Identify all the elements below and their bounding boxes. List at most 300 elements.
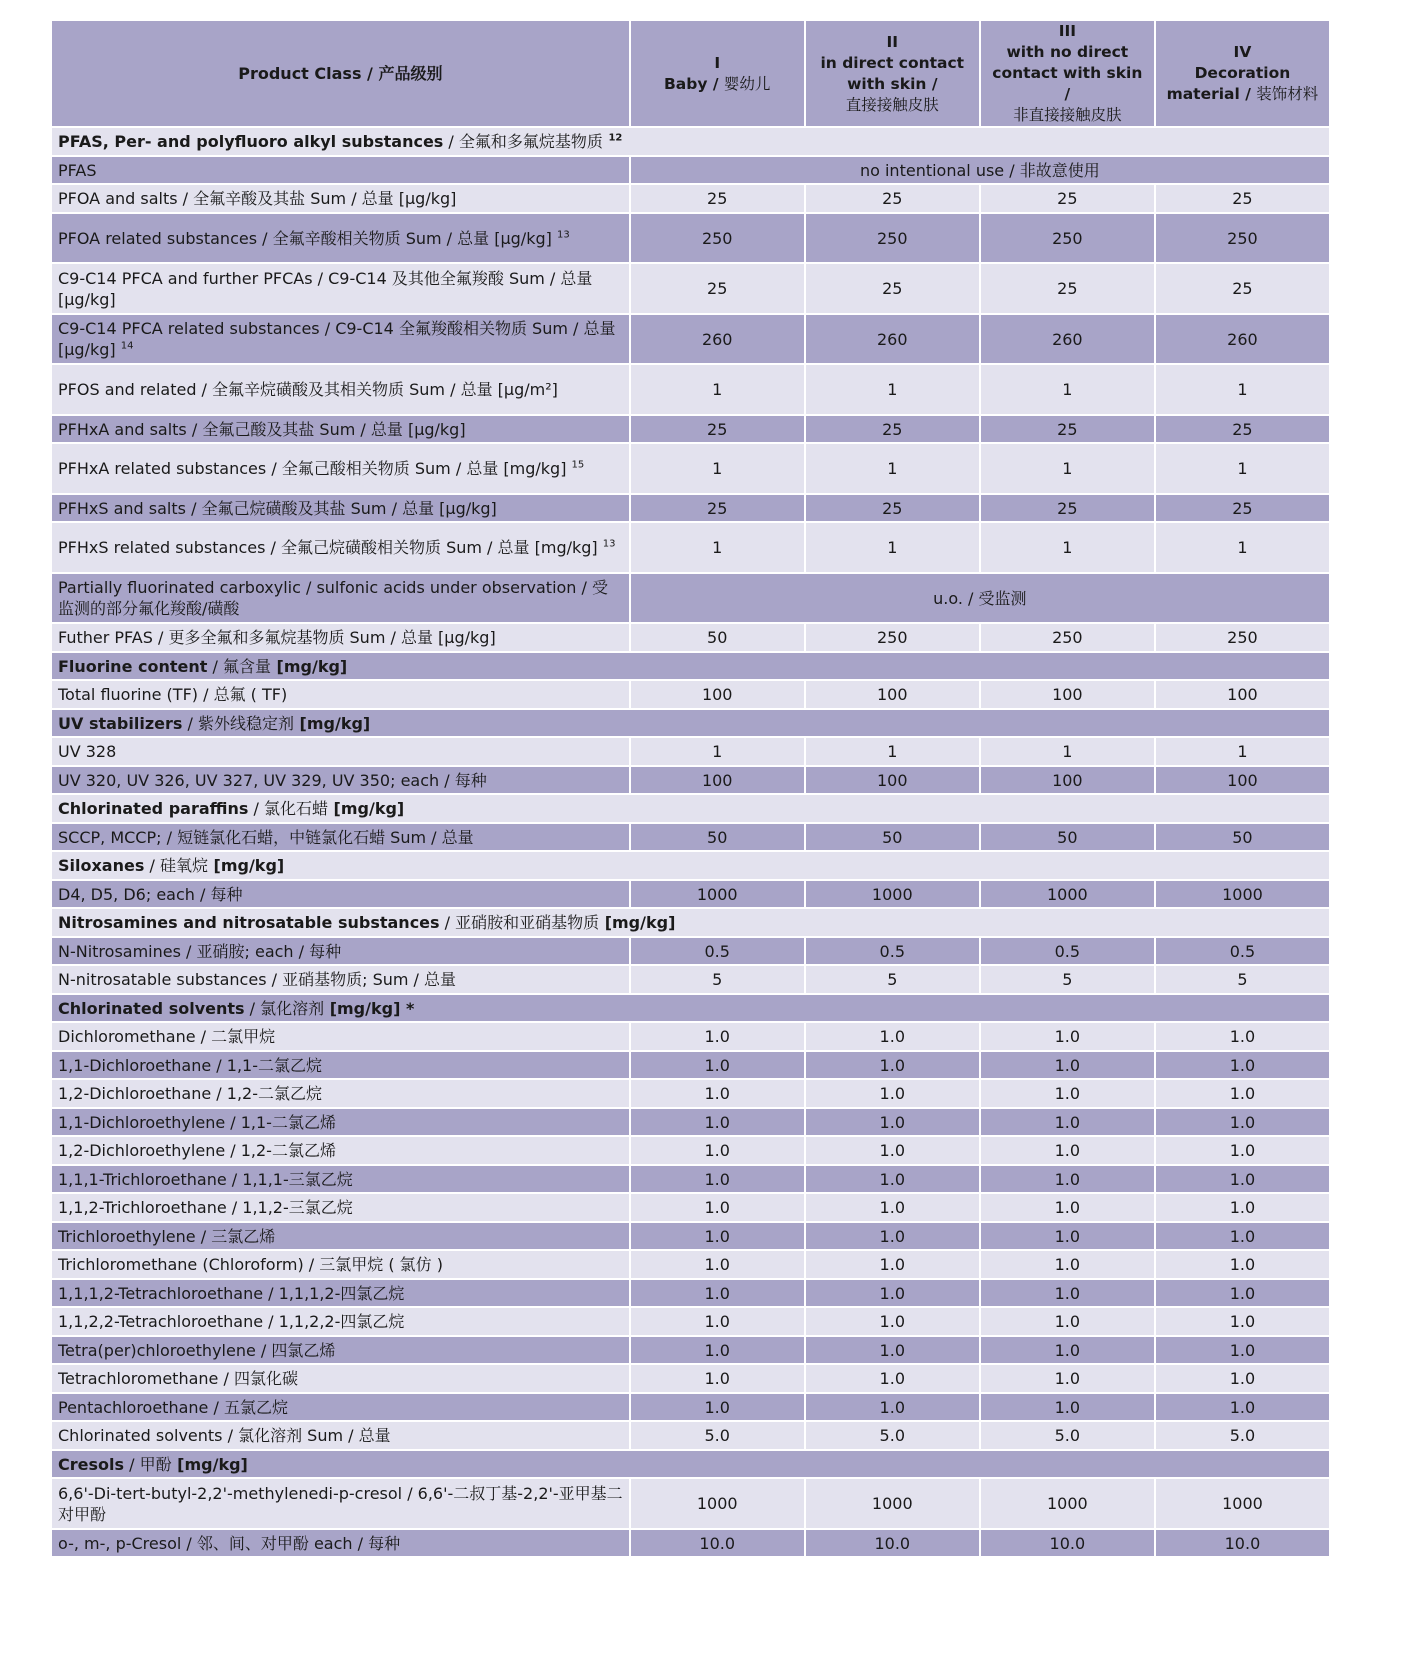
- header-label-zh: 非直接接触皮肤: [1013, 106, 1122, 124]
- header-label-en: Decoration material /: [1166, 64, 1291, 103]
- section-label: UV stabilizers: [58, 713, 183, 733]
- substance-label: 6,6'-Di-tert-butyl-2,2'-methylenedi-p-cresol / 6,6'-二叔丁基-2,2'-亚甲基二对甲酚: [58, 1483, 623, 1524]
- limit-value-class-i: 1: [630, 522, 805, 573]
- limit-value-class-iii: 5: [980, 965, 1155, 994]
- substance-label: PFOA related substances / 全氟辛酸相关物质 Sum / 总量 [µg/kg]: [58, 228, 552, 248]
- substance-label: Dichloromethane / 二氯甲烷: [58, 1027, 276, 1046]
- substance-cell: [51, 1051, 630, 1079]
- limit-value-class-i: 5: [630, 965, 805, 994]
- substance-label: 1,1,1-Trichloroethane / 1,1,1-三氯乙烷: [58, 1169, 353, 1189]
- header-roman: III: [1058, 22, 1076, 40]
- limit-value-class-i: 1.0: [630, 1108, 805, 1136]
- section-label: Cresols: [58, 1454, 125, 1474]
- substance-label: PFHxA and salts / 全氟己酸及其盐 Sum / 总量 [µg/kg]: [58, 419, 466, 439]
- header-class-iv: [1155, 20, 1330, 127]
- table-row: [51, 965, 1330, 994]
- substance-label: N-Nitrosamines / 亚硝胺; each / 每种: [58, 941, 342, 961]
- substance-cell: [51, 1250, 630, 1279]
- limit-value-class-i: 10.0: [630, 1529, 805, 1557]
- limit-value-class-ii: 1.0: [805, 1364, 980, 1393]
- table-row: [51, 1051, 1330, 1079]
- section-row: [51, 1450, 1330, 1478]
- limit-value-class-iv: 100: [1155, 766, 1330, 794]
- limit-value-class-ii: 0.5: [805, 937, 980, 965]
- substance-label: UV 328: [58, 742, 117, 761]
- limit-value-class-iii: 1.0: [980, 1165, 1155, 1193]
- limit-value-class-i: 1: [630, 364, 805, 415]
- table-row: [51, 1478, 1330, 1529]
- table-row: [51, 766, 1330, 794]
- footnote-ref: 12: [608, 132, 623, 144]
- substance-cell: [51, 364, 630, 415]
- table-row: [51, 737, 1330, 766]
- limit-value-class-ii: 1.0: [805, 1393, 980, 1421]
- limit-value-class-iv: 1.0: [1155, 1336, 1330, 1364]
- limit-value-class-i: 1.0: [630, 1051, 805, 1079]
- merged-limit-value: no intentional use / 非故意使用: [630, 156, 1330, 184]
- table-row: [51, 1108, 1330, 1136]
- limit-value-class-iii: 1.0: [980, 1222, 1155, 1250]
- substance-label: UV 320, UV 326, UV 327, UV 329, UV 350; each / 每种: [58, 770, 487, 790]
- substance-cell: [51, 1307, 630, 1336]
- limit-value-class-i: 100: [630, 680, 805, 709]
- limit-value-class-ii: 1.0: [805, 1165, 980, 1193]
- header-class-ii: [805, 20, 980, 127]
- substance-label: o-, m-, p-Cresol / 邻、间、对甲酚 each / 每种: [58, 1533, 401, 1553]
- table-row: [51, 494, 1330, 522]
- section-title: [51, 709, 1330, 737]
- limit-value-class-iv: 1.0: [1155, 1307, 1330, 1336]
- section-unit: [mg/kg]: [171, 1454, 248, 1474]
- limit-value-class-ii: 1: [805, 737, 980, 766]
- substance-cell: [51, 937, 630, 965]
- section-title: [51, 1450, 1330, 1478]
- section-title: [51, 851, 1330, 880]
- section-row: [51, 652, 1330, 680]
- limit-value-class-iv: 1.0: [1155, 1108, 1330, 1136]
- substance-cell: [51, 965, 630, 994]
- table-row: [51, 1421, 1330, 1450]
- section-label: Fluorine content: [58, 656, 208, 676]
- limit-value-class-ii: 1: [805, 522, 980, 573]
- substance-label: 1,2-Dichloroethylene / 1,2-二氯乙烯: [58, 1141, 336, 1160]
- substance-cell: [51, 573, 630, 623]
- header-product-class: Product Class / 产品级别: [51, 20, 630, 127]
- substance-cell: [51, 880, 630, 908]
- section-title: [51, 127, 1330, 156]
- header-row: [51, 20, 1330, 127]
- section-row: [51, 851, 1330, 880]
- substance-cell: [51, 1279, 630, 1307]
- limit-value-class-iii: 1.0: [980, 1079, 1155, 1108]
- limit-value-class-iii: 100: [980, 680, 1155, 709]
- table-row: [51, 415, 1330, 443]
- section-title: [51, 652, 1330, 680]
- limit-value-class-iv: 1: [1155, 443, 1330, 494]
- limit-value-class-ii: 25: [805, 415, 980, 443]
- substance-label: PFOA and salts / 全氟辛酸及其盐 Sum / 总量 [µg/kg]: [58, 189, 457, 208]
- table-row: [51, 522, 1330, 573]
- substance-cell: [51, 314, 630, 364]
- section-label-zh: / 紫外线稳定剂: [182, 713, 294, 733]
- substance-cell: [51, 737, 630, 766]
- section-unit: [mg/kg]: [293, 713, 371, 733]
- limit-value-class-iii: 25: [980, 263, 1155, 314]
- limit-value-class-iv: 50: [1155, 823, 1330, 851]
- limit-value-class-ii: 1.0: [805, 1250, 980, 1279]
- merged-limit-value: u.o. / 受监测: [630, 573, 1330, 623]
- header-class-i: [630, 20, 805, 127]
- limit-value-class-ii: 1.0: [805, 1022, 980, 1051]
- limit-value-class-iii: 5.0: [980, 1421, 1155, 1450]
- section-row: [51, 127, 1330, 156]
- table-row: [51, 1022, 1330, 1051]
- limit-value-class-iv: 1.0: [1155, 1136, 1330, 1165]
- limit-value-class-iii: 0.5: [980, 937, 1155, 965]
- substance-cell: [51, 494, 630, 522]
- substance-cell: [51, 1022, 630, 1051]
- limit-value-class-iii: 1.0: [980, 1307, 1155, 1336]
- header-label-zh: 直接接触皮肤: [845, 95, 939, 114]
- substance-label: SCCP, MCCP; / 短链氯化石蜡，中链氯化石蜡 Sum / 总量: [58, 827, 474, 847]
- substance-label: PFHxS related substances / 全氟己烷磺酸相关物质 Sum / 总量 [mg/kg]: [58, 538, 598, 557]
- substance-label: C9-C14 PFCA and further PFCAs / C9-C14 及其他全氟羧酸 Sum / 总量 [µg/kg]: [58, 268, 593, 309]
- limit-value-class-ii: 260: [805, 314, 980, 364]
- limit-value-class-iv: 1.0: [1155, 1250, 1330, 1279]
- table-row: [51, 680, 1330, 709]
- substance-cell: [51, 184, 630, 213]
- section-title: [51, 794, 1330, 823]
- limit-value-class-ii: 100: [805, 680, 980, 709]
- limit-value-class-i: 1.0: [630, 1079, 805, 1108]
- limit-value-class-iii: 1.0: [980, 1364, 1155, 1393]
- limit-value-class-iv: 0.5: [1155, 937, 1330, 965]
- limit-value-class-iii: 1000: [980, 1478, 1155, 1529]
- section-unit: [mg/kg]: [270, 656, 348, 676]
- limit-value-class-iii: 10.0: [980, 1529, 1155, 1557]
- footnote-ref: 14: [120, 340, 134, 352]
- substance-label: 1,1,2,2-Tetrachloroethane / 1,1,2,2-四氯乙烷: [58, 1312, 405, 1331]
- limit-value-class-i: 1.0: [630, 1279, 805, 1307]
- limit-value-class-iii: 1: [980, 443, 1155, 494]
- limit-value-class-i: 1000: [630, 880, 805, 908]
- limit-value-class-iii: 1.0: [980, 1136, 1155, 1165]
- limit-value-class-iii: 260: [980, 314, 1155, 364]
- section-label: PFAS, Per- and polyfluoro alkyl substances: [58, 132, 444, 151]
- limit-value-class-i: 250: [630, 213, 805, 263]
- section-title: [51, 994, 1330, 1022]
- footnote-ref: 13: [602, 538, 616, 550]
- table-row: [51, 1307, 1330, 1336]
- substance-label: 1,1-Dichloroethane / 1,1-二氯乙烷: [58, 1055, 323, 1075]
- limit-value-class-ii: 1.0: [805, 1336, 980, 1364]
- substance-cell: [51, 1393, 630, 1421]
- section-label-zh: / 氯化溶剂: [244, 998, 325, 1018]
- substance-label: Total fluorine (TF) / 总氟 ( TF): [58, 685, 288, 704]
- limit-value-class-iv: 25: [1155, 415, 1330, 443]
- table-row: [51, 1279, 1330, 1307]
- substance-label: Trichloroethylene / 三氯乙烯: [58, 1226, 276, 1246]
- substance-label: Partially fluorinated carboxylic / sulfonic acids under observation / 受监测的部分氟化羧酸/磺酸: [58, 578, 609, 618]
- table-row: [51, 1250, 1330, 1279]
- section-row: [51, 908, 1330, 937]
- limit-value-class-iv: 10.0: [1155, 1529, 1330, 1557]
- substance-label: C9-C14 PFCA related substances / C9-C14 全氟羧酸相关物质 Sum / 总量 [µg/kg]: [58, 319, 616, 359]
- limit-value-class-iii: 50: [980, 823, 1155, 851]
- limit-value-class-iv: 1.0: [1155, 1279, 1330, 1307]
- limit-value-class-i: 25: [630, 184, 805, 213]
- substance-label: N-nitrosatable substances / 亚硝基物质; Sum / 总量: [58, 970, 457, 989]
- limit-value-class-iv: 25: [1155, 263, 1330, 314]
- limit-value-class-i: 1.0: [630, 1393, 805, 1421]
- limit-value-class-iii: 1.0: [980, 1051, 1155, 1079]
- substance-label: 1,1,2-Trichloroethane / 1,1,2-三氯乙烷: [58, 1198, 353, 1217]
- limit-value-class-iii: 25: [980, 415, 1155, 443]
- limit-value-class-i: 0.5: [630, 937, 805, 965]
- substance-cell: [51, 823, 630, 851]
- limit-value-class-iv: 1.0: [1155, 1364, 1330, 1393]
- section-label-zh: / 硅氧烷: [144, 856, 208, 875]
- section-row: [51, 794, 1330, 823]
- substance-cell: [51, 1336, 630, 1364]
- header-label-en: Baby /: [663, 74, 719, 93]
- limit-value-class-iii: 250: [980, 213, 1155, 263]
- section-unit: [mg/kg]: [599, 913, 676, 932]
- section-label-zh: / 全氟和多氟烷基物质: [443, 132, 603, 151]
- header-roman: IV: [1233, 43, 1252, 61]
- substance-label: Trichloromethane (Chloroform) / 三氯甲烷 ( 氯仿 ): [58, 1255, 444, 1274]
- footnote-ref: 13: [556, 229, 570, 241]
- table-row: [51, 184, 1330, 213]
- table-row: [51, 1393, 1330, 1421]
- limit-value-class-iv: 250: [1155, 623, 1330, 652]
- substance-cell: [51, 1222, 630, 1250]
- limit-value-class-ii: 1000: [805, 1478, 980, 1529]
- limit-value-class-ii: 5: [805, 965, 980, 994]
- limit-value-class-iii: 25: [980, 184, 1155, 213]
- limit-value-class-iii: 1.0: [980, 1336, 1155, 1364]
- limit-value-class-ii: 1.0: [805, 1193, 980, 1222]
- substance-cell: [51, 1529, 630, 1557]
- table-row: [51, 263, 1330, 314]
- substance-label: D4, D5, D6; each / 每种: [58, 884, 243, 904]
- limit-value-class-iii: 1.0: [980, 1193, 1155, 1222]
- limit-value-class-i: 100: [630, 766, 805, 794]
- substance-cell: [51, 1478, 630, 1529]
- substance-cell: [51, 680, 630, 709]
- section-label-zh: / 亚硝胺和亚硝基物质: [439, 913, 600, 932]
- table-row: [51, 573, 1330, 623]
- section-row: [51, 994, 1330, 1022]
- limit-value-class-iv: 100: [1155, 680, 1330, 709]
- limit-value-class-iii: 1.0: [980, 1250, 1155, 1279]
- table-row: [51, 1193, 1330, 1222]
- limit-value-class-iii: 1.0: [980, 1279, 1155, 1307]
- header-label-en: in direct contact with skin /: [820, 53, 965, 93]
- limit-value-class-ii: 1.0: [805, 1051, 980, 1079]
- header-class-iii: [980, 20, 1155, 127]
- limit-value-class-ii: 1.0: [805, 1307, 980, 1336]
- section-label: Chlorinated solvents: [58, 998, 245, 1018]
- limit-value-class-i: 50: [630, 823, 805, 851]
- footnote-ref: 15: [571, 459, 585, 471]
- table-row: [51, 1364, 1330, 1393]
- limit-value-class-i: 1.0: [630, 1364, 805, 1393]
- limit-value-class-ii: 1: [805, 443, 980, 494]
- section-title: [51, 908, 1330, 937]
- limit-value-class-i: 1.0: [630, 1165, 805, 1193]
- substance-cell: [51, 415, 630, 443]
- table-row: [51, 823, 1330, 851]
- table-row: [51, 937, 1330, 965]
- limit-value-class-ii: 100: [805, 766, 980, 794]
- limit-value-class-iii: 250: [980, 623, 1155, 652]
- header-label-en: with no direct contact with skin /: [992, 43, 1143, 103]
- limit-value-class-ii: 1.0: [805, 1136, 980, 1165]
- table-row: [51, 364, 1330, 415]
- section-unit: [mg/kg] *: [324, 998, 415, 1018]
- table-row: [51, 213, 1330, 263]
- table-row: [51, 443, 1330, 494]
- table-row: [51, 623, 1330, 652]
- limit-value-class-iii: 1: [980, 522, 1155, 573]
- limit-value-class-ii: 250: [805, 623, 980, 652]
- substance-label: Futher PFAS / 更多全氟和多氟烷基物质 Sum / 总量 [µg/kg]: [58, 628, 496, 647]
- header-label-zh: 婴幼儿: [723, 74, 771, 93]
- limit-value-class-iv: 1000: [1155, 880, 1330, 908]
- limit-value-class-iii: 1.0: [980, 1108, 1155, 1136]
- limit-value-class-iv: 1.0: [1155, 1079, 1330, 1108]
- substance-cell: [51, 1165, 630, 1193]
- limit-value-class-i: 260: [630, 314, 805, 364]
- limit-value-class-i: 1: [630, 443, 805, 494]
- limit-value-class-ii: 1000: [805, 880, 980, 908]
- limit-value-class-ii: 25: [805, 263, 980, 314]
- substance-cell: [51, 1421, 630, 1450]
- limit-value-class-i: 25: [630, 415, 805, 443]
- limit-value-class-iii: 1: [980, 364, 1155, 415]
- section-label-zh: / 甲酚: [124, 1454, 172, 1474]
- substance-cell: [51, 1193, 630, 1222]
- substance-label: 1,2-Dichloroethane / 1,2-二氯乙烷: [58, 1084, 323, 1103]
- substance-cell: [51, 263, 630, 314]
- substance-label: PFHxA related substances / 全氟己酸相关物质 Sum / 总量 [mg/kg]: [58, 459, 567, 478]
- limit-value-class-iv: 1.0: [1155, 1393, 1330, 1421]
- limit-value-class-ii: 1.0: [805, 1279, 980, 1307]
- limit-value-class-ii: 10.0: [805, 1529, 980, 1557]
- limit-value-class-iv: 1.0: [1155, 1193, 1330, 1222]
- limit-value-class-ii: 25: [805, 494, 980, 522]
- table-row: [51, 1336, 1330, 1364]
- limit-value-class-ii: 5.0: [805, 1421, 980, 1450]
- limit-value-class-ii: 1.0: [805, 1222, 980, 1250]
- substance-cell: [51, 623, 630, 652]
- substance-cell: [51, 1364, 630, 1393]
- substance-label: Tetrachloromethane / 四氯化碳: [58, 1369, 298, 1388]
- limit-value-class-i: 1: [630, 737, 805, 766]
- limit-value-class-iii: 1.0: [980, 1393, 1155, 1421]
- substance-cell: [51, 1136, 630, 1165]
- substance-label: PFAS: [58, 160, 97, 180]
- section-unit: [mg/kg]: [207, 856, 285, 875]
- table-row: [51, 1165, 1330, 1193]
- header-roman: I: [714, 53, 721, 72]
- substance-label: 1,1-Dichloroethylene / 1,1-二氯乙烯: [58, 1112, 336, 1132]
- table-row: [51, 1136, 1330, 1165]
- table-row: [51, 1079, 1330, 1108]
- substance-label: 1,1,1,2-Tetrachloroethane / 1,1,1,2-四氯乙烷: [58, 1283, 405, 1303]
- limit-value-class-iv: 5: [1155, 965, 1330, 994]
- substance-label: Pentachloroethane / 五氯乙烷: [58, 1397, 288, 1417]
- section-label: Nitrosamines and nitrosatable substances: [58, 913, 440, 932]
- table-row: [51, 1222, 1330, 1250]
- section-label: Siloxanes: [58, 856, 145, 875]
- table-row: [51, 156, 1330, 184]
- limit-value-class-ii: 1: [805, 364, 980, 415]
- limit-value-class-iv: 1.0: [1155, 1165, 1330, 1193]
- limit-value-class-i: 25: [630, 494, 805, 522]
- limit-value-class-i: 1.0: [630, 1022, 805, 1051]
- section-label: Chlorinated paraffins: [58, 799, 249, 818]
- substance-label: Chlorinated solvents / 氯化溶剂 Sum / 总量: [58, 1426, 391, 1445]
- limit-value-class-i: 25: [630, 263, 805, 314]
- limit-value-class-iii: 25: [980, 494, 1155, 522]
- limit-value-class-i: 5.0: [630, 1421, 805, 1450]
- limit-value-class-ii: 50: [805, 823, 980, 851]
- limit-value-class-iii: 1.0: [980, 1022, 1155, 1051]
- header-label-zh: 装饰材料: [1256, 85, 1319, 103]
- limit-value-class-i: 50: [630, 623, 805, 652]
- section-row: [51, 709, 1330, 737]
- limit-value-class-iii: 1: [980, 737, 1155, 766]
- limit-value-class-ii: 250: [805, 213, 980, 263]
- section-unit: [mg/kg]: [327, 799, 405, 818]
- limit-value-class-iv: 5.0: [1155, 1421, 1330, 1450]
- limit-value-class-iv: 250: [1155, 213, 1330, 263]
- limit-value-class-i: 1.0: [630, 1136, 805, 1165]
- limit-value-class-iv: 260: [1155, 314, 1330, 364]
- limit-value-class-i: 1000: [630, 1478, 805, 1529]
- limit-value-class-i: 1.0: [630, 1250, 805, 1279]
- substance-label: PFOS and related / 全氟辛烷磺酸及其相关物质 Sum / 总量 [µg/m²]: [58, 380, 558, 399]
- limit-value-class-iv: 25: [1155, 184, 1330, 213]
- substance-cell: [51, 522, 630, 573]
- table-body: [51, 127, 1330, 1557]
- section-label-zh: / 氯化石蜡: [248, 799, 328, 818]
- table-row: [51, 880, 1330, 908]
- section-label-zh: / 氟含量: [207, 656, 271, 676]
- substance-cell: [51, 443, 630, 494]
- limit-value-class-ii: 25: [805, 184, 980, 213]
- limit-value-class-i: 1.0: [630, 1307, 805, 1336]
- substance-label: PFHxS and salts / 全氟己烷磺酸及其盐 Sum / 总量 [µg/kg]: [58, 498, 497, 518]
- limit-value-class-iv: 1: [1155, 737, 1330, 766]
- limit-value-class-ii: 1.0: [805, 1079, 980, 1108]
- substance-cell: [51, 156, 630, 184]
- limit-value-class-iii: 100: [980, 766, 1155, 794]
- substance-cell: [51, 1108, 630, 1136]
- limit-value-class-iv: 1: [1155, 522, 1330, 573]
- limit-value-class-iii: 1000: [980, 880, 1155, 908]
- limit-value-class-iv: 1.0: [1155, 1051, 1330, 1079]
- limit-value-class-i: 1.0: [630, 1336, 805, 1364]
- table-row: [51, 314, 1330, 364]
- limit-value-class-iv: 1.0: [1155, 1222, 1330, 1250]
- substance-cell: [51, 1079, 630, 1108]
- table-row: [51, 1529, 1330, 1557]
- limit-value-class-iv: 1000: [1155, 1478, 1330, 1529]
- limit-value-class-iv: 1.0: [1155, 1022, 1330, 1051]
